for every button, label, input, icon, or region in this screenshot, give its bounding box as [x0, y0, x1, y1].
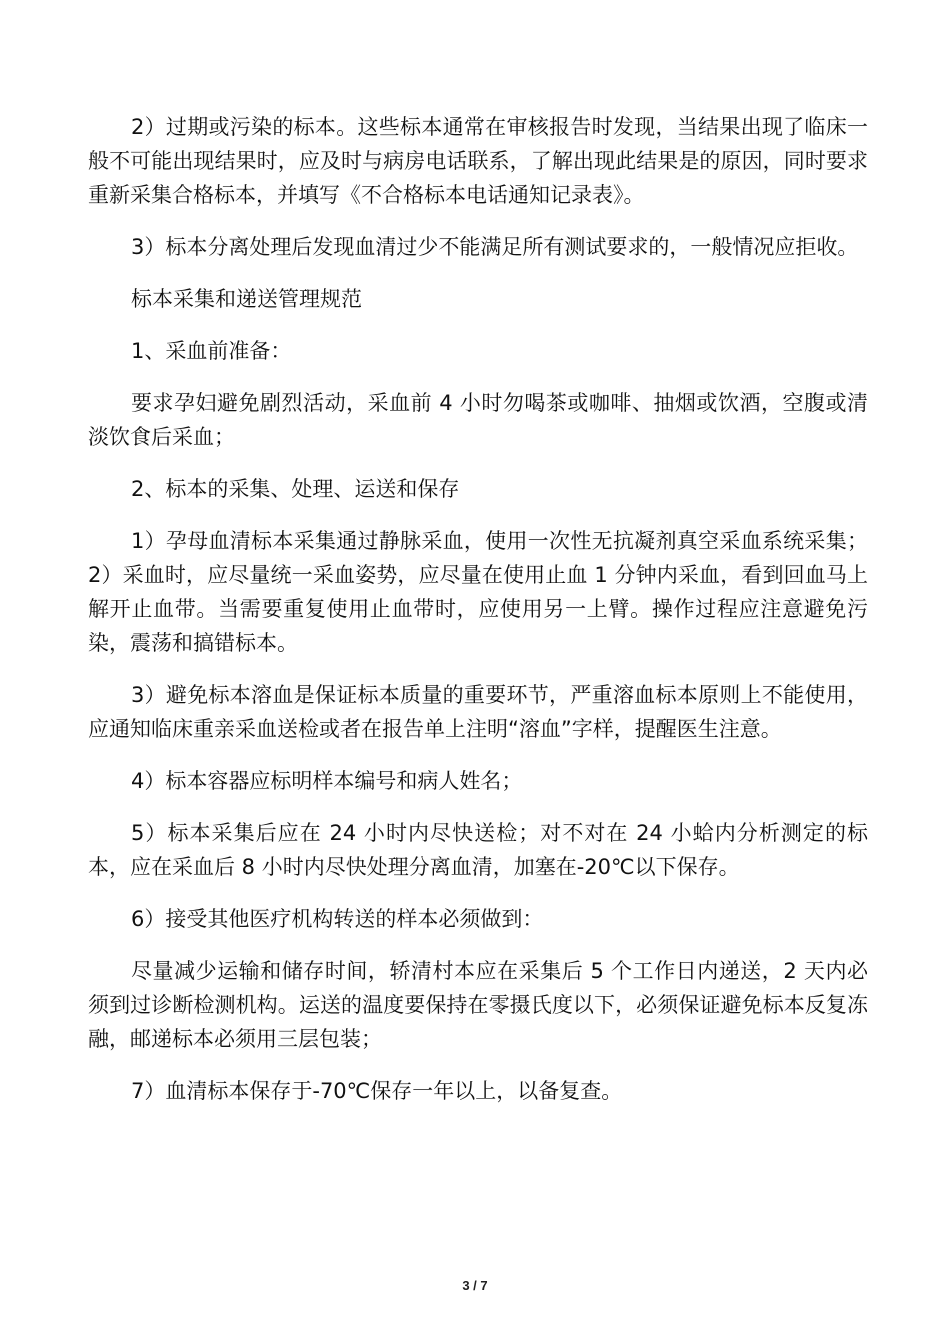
- document-body: [88, 110, 868, 1126]
- paragraph-delivery-time: 5）标本采集后应在 24 小时内尽快送检；对不对在 24 小蛤内分析测定的标本，应在采血后 8 小时内尽快处理分离血清，加塞在-20℃以下保存。: [88, 821, 868, 879]
- paragraph-venous-collection: 1）孕母血清标本采集通过静脉采血，使用一次性无抗凝剂真空采血系统采集；2）采血时，应尽量统一采血姿势，应尽量在使用止血 1 分钟内采血，看到回血马上解开止血带。当需要重复使用止血带时，应使用另一上臂。操作过程应注意避免污染，震荡和搞错标本。: [88, 529, 868, 655]
- paragraph-insufficient-serum: 3）标本分离处理后发现血清过少不能满足所有测试要求的，一般情况应拒收。: [131, 235, 859, 259]
- paragraph-pre-collection-requirements: 要求孕妇避免剧烈活动，采血前 4 小时勿喝茶或咖啡、抽烟或饮酒，空腹或清淡饮食后采血；: [88, 391, 868, 449]
- paragraph-collection-heading: 2、标本的采集、处理、运送和保存: [131, 477, 460, 501]
- paragraph-transfer-requirements-heading: 6）接受其他医疗机构转送的样本必须做到：: [131, 907, 544, 931]
- paragraph-serum-storage: 7）血清标本保存于-70℃保存一年以上，以备复查。: [131, 1079, 623, 1103]
- paragraph-transport-storage: 尽量减少运输和储存时间，轿清村本应在采集后 5 个工作日内递送，2 天内必须到过诊断检测机构。运送的温度要保持在零摄氏度以下，必须保证避免标本反复冻融，邮递标本必须用三层包装；: [88, 959, 868, 1051]
- page-number: 3 / 7: [462, 1278, 488, 1293]
- paragraph-pre-collection-heading: 1、采血前准备：: [131, 339, 292, 363]
- section-title-specimen-collection: 标本采集和递送管理规范: [131, 287, 362, 311]
- paragraph-container-labeling: 4）标本容器应标明样本编号和病人姓名；: [131, 769, 523, 793]
- paragraph-expired-contaminated-specimens: 2）过期或污染的标本。这些标本通常在审核报告时发现，当结果出现了临床一般不可能出现结果时，应及时与病房电话联系，了解出现此结果是的原因，同时要求重新采集合格标本，并填写《不合格标本电话通知记录表》。: [88, 115, 868, 207]
- paragraph-avoid-hemolysis: 3）避免标本溶血是保证标本质量的重要环节，严重溶血标本原则上不能使用，应通知临床重亲采血送检或者在报告单上注明“溶血”字样，提醒医生注意。: [88, 683, 868, 741]
